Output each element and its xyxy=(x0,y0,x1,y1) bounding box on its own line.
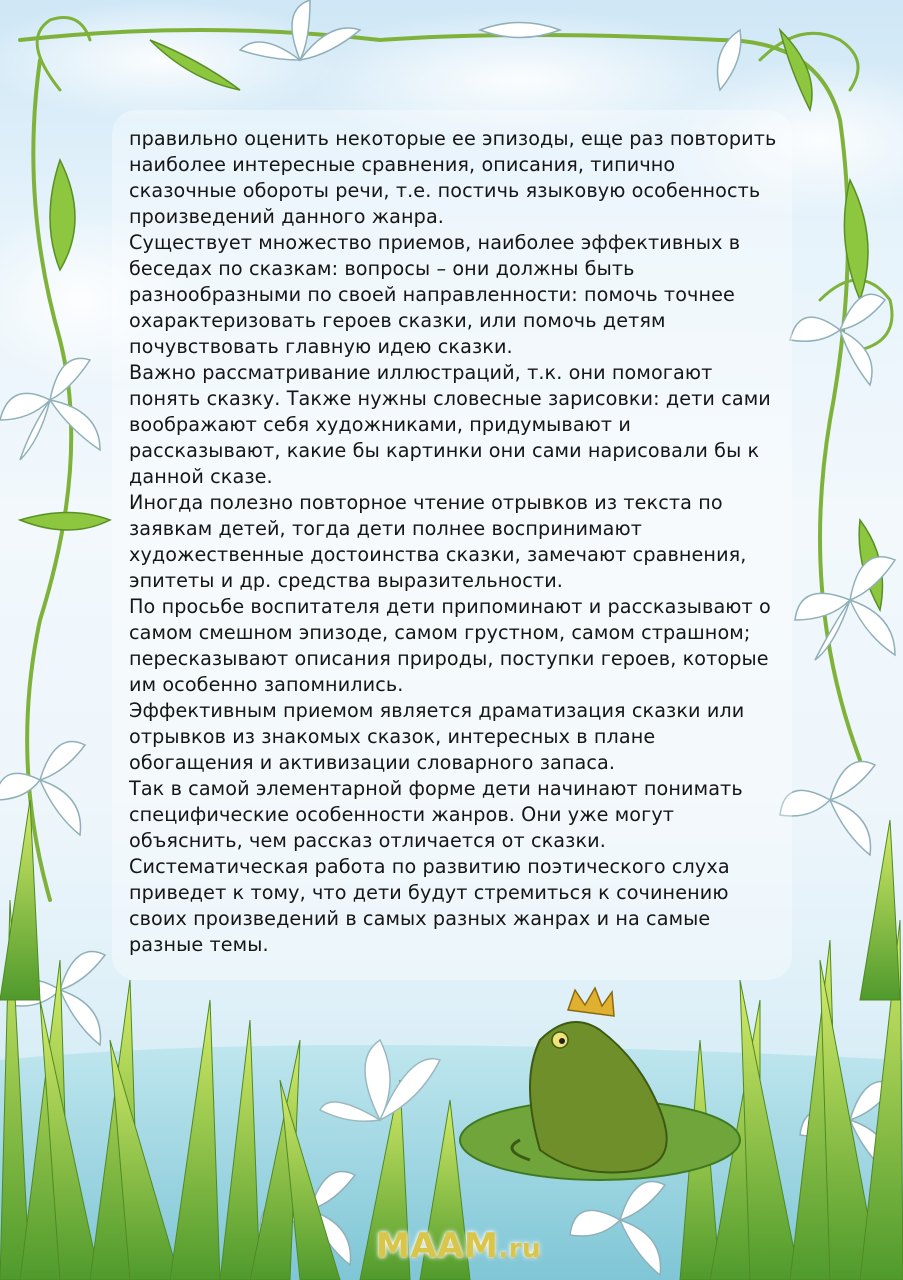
paragraph-2: Существует множество приемов, наиболее эффективных в беседах по сказкам: вопросы – они должны быть разнообразными по своей направленности: помочь точнее охарактеризовать героев сказки, или помочь детям почувствовать главную идею сказки. xyxy=(129,231,741,358)
paragraph-6: Эффективным приемом является драматизация сказки или отрывков из знакомых сказок, интересных в плане обогащения и активизации словарного запаса. xyxy=(129,699,745,774)
maam-watermark-logo xyxy=(376,1226,541,1266)
paragraph-8: Систематическая работа по развитию поэтического слуха приведет к тому, что дети будут стремиться к сочинению своих произведений в самых разных жанрах и на самые разные темы. xyxy=(129,855,730,956)
logo-main: MAAM xyxy=(376,1226,499,1266)
logo-suffix: .ru xyxy=(498,1234,542,1264)
paragraph-4: Иногда полезно повторное чтение отрывков из текста по заявкам детей, тогда дети полнее воспринимают художественные достоинства сказки, замечают сравнения, эпитеты и др. средства выразительности. xyxy=(129,491,747,592)
paragraph-7: Так в самой элементарной форме дети начинают понимать специфические особенности жанров. Они уже могут объяснить, чем рассказ отличается от сказки. xyxy=(129,777,743,852)
paragraph-1: правильно оценить некоторые ее эпизоды, еще раз повторить наиболее интересные сравнения, описания, типично сказочные обороты речи, т.е. постичь языковую особенность произведений данного жанра. xyxy=(129,127,777,228)
paragraph-5: По просьбе воспитателя дети припоминают и рассказывают о самом смешном эпизоде, самом грустном, самом страшном; пересказывают описания природы, поступки героев, которые им особенно запомнились. xyxy=(129,595,771,696)
paragraph-3: Важно рассматривание иллюстраций, т.к. они помогают понять сказку. Также нужны словесные зарисовки: дети сами воображают себя художниками, придумывают и рассказывают, какие бы картинки они сами нарисовали бы к данной сказе. xyxy=(129,361,771,488)
document-body xyxy=(129,126,779,958)
